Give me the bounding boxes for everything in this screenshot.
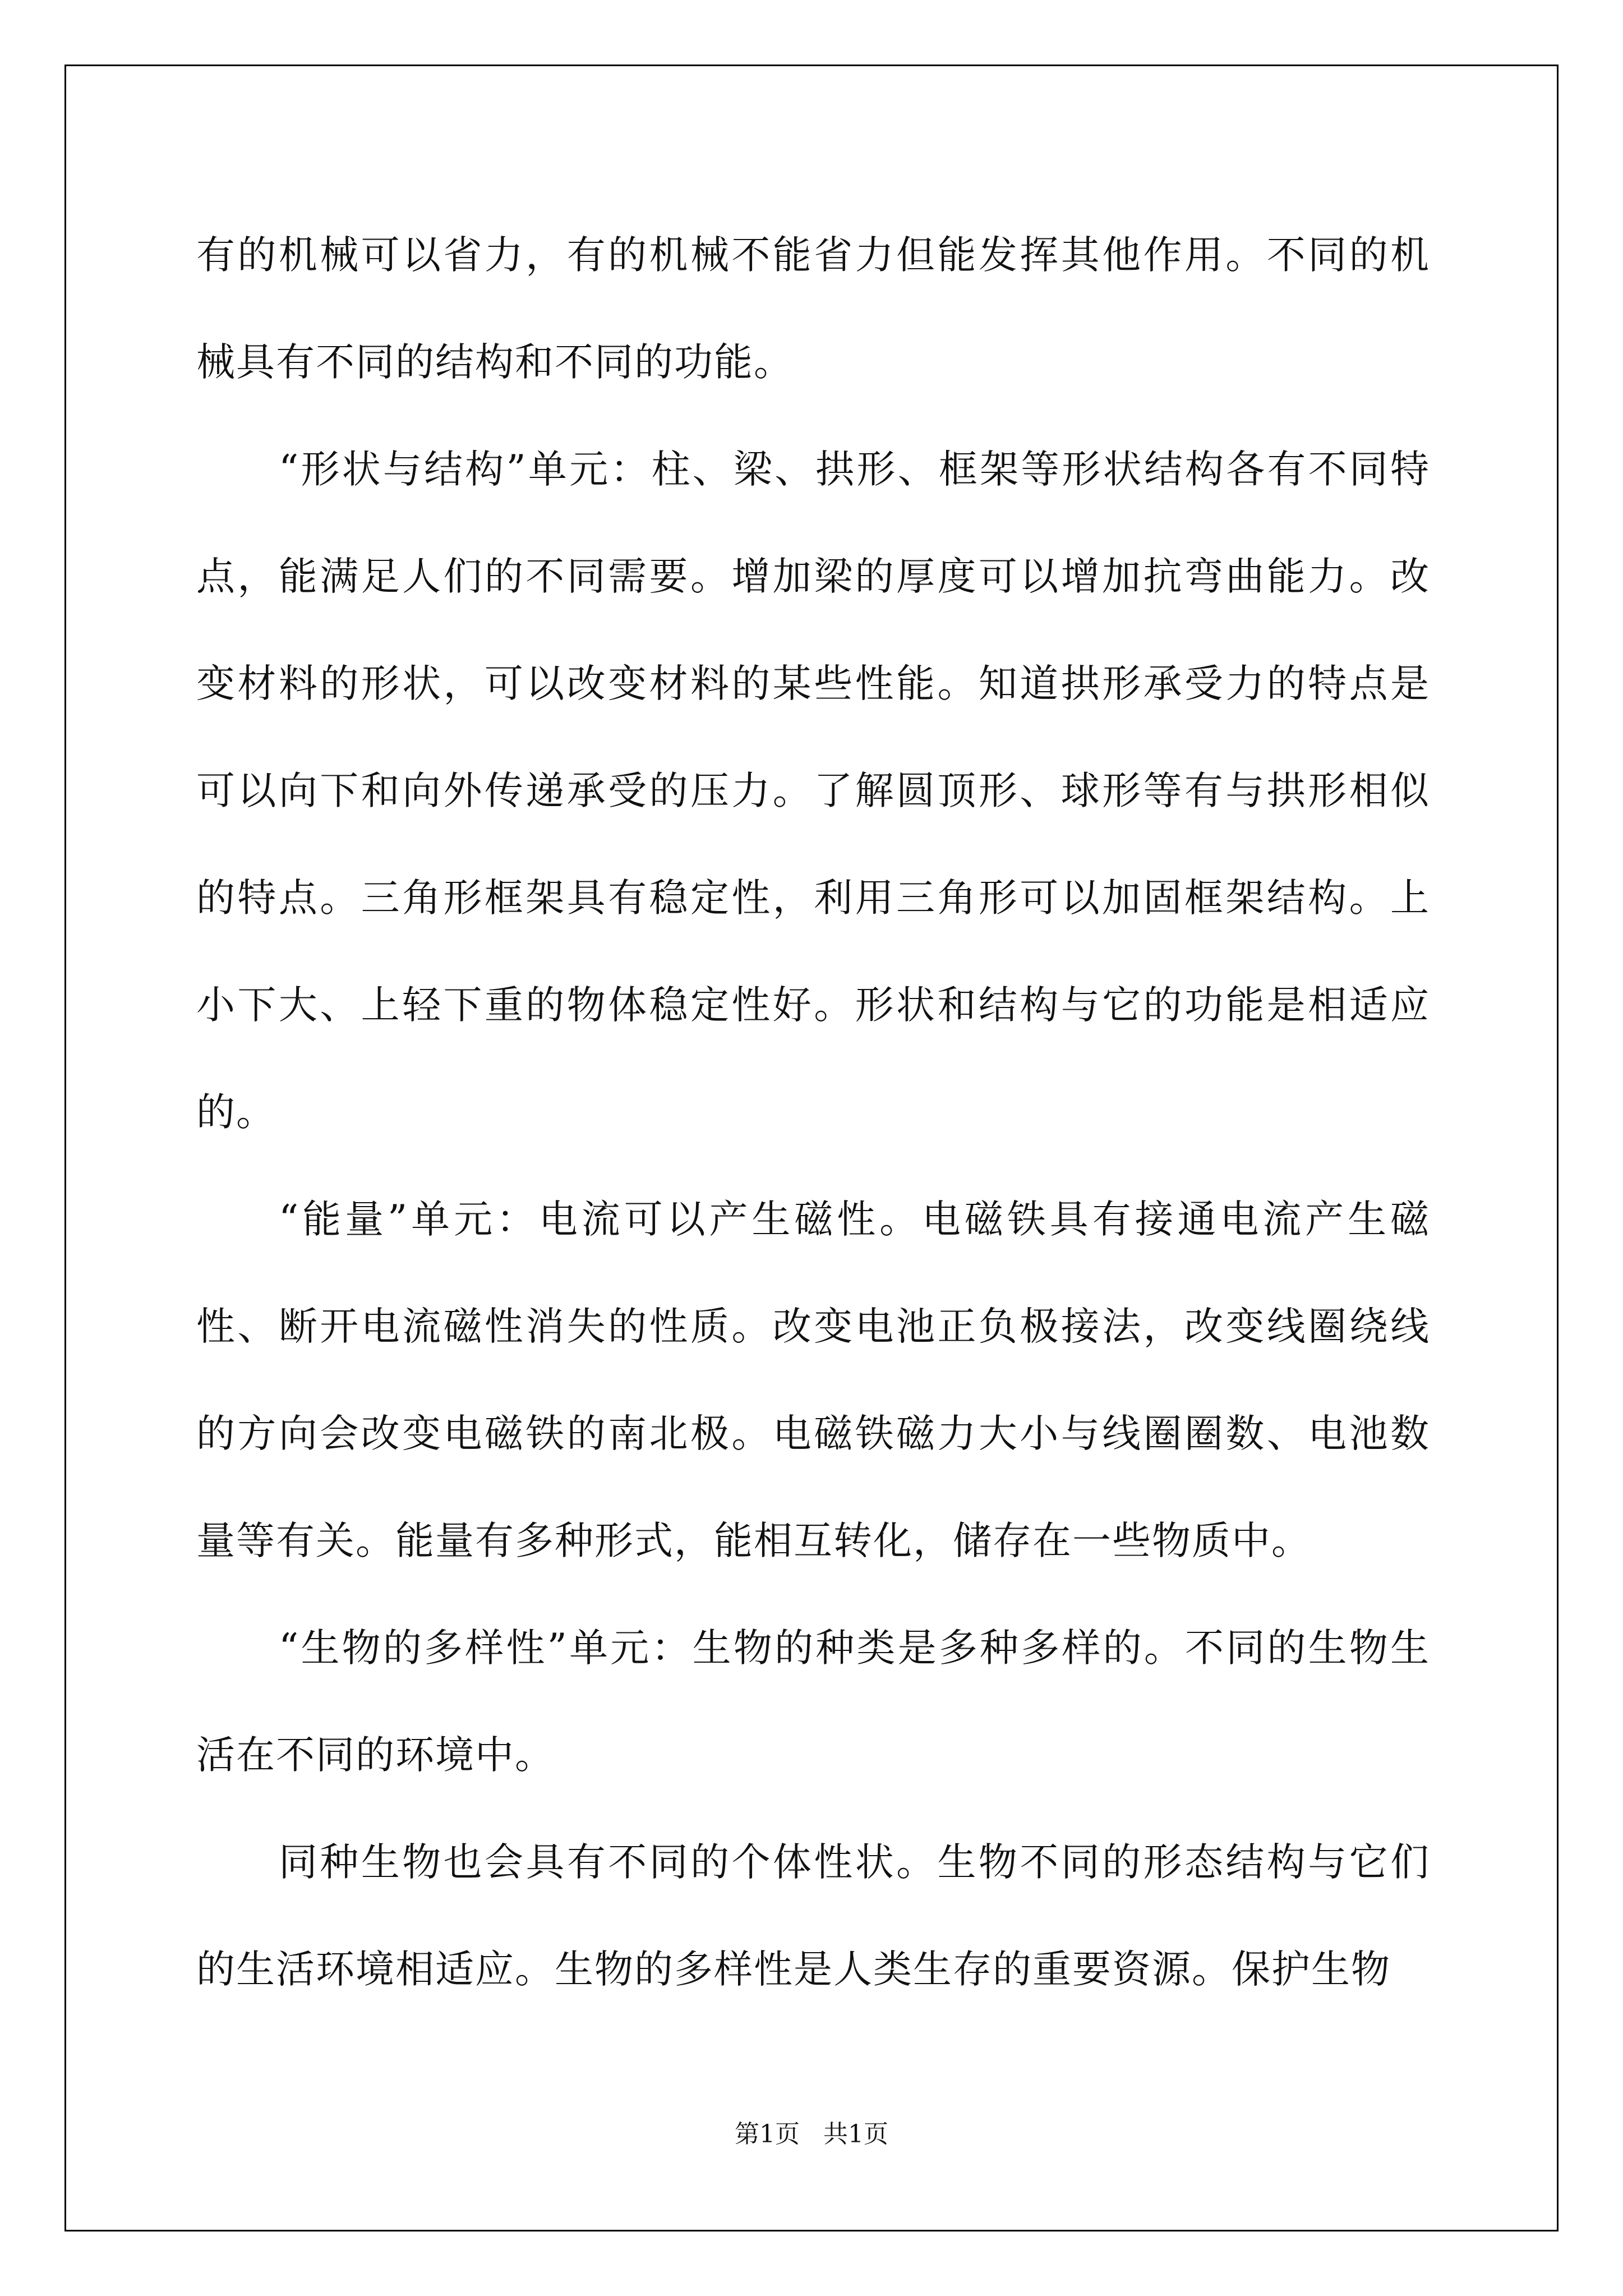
paragraph-species-traits: 同种生物也会具有不同的个体性状。生物不同的形态结构与它们的生活环境相适应。生物的多样性是人类生存的重要资源。保护生物 xyxy=(196,1840,1430,1992)
paragraph-energy: “能量”单元：电流可以产生磁性。电磁铁具有接通电流产生磁性、断开电流磁性消失的性质。改变电池正负极接法，改变线圈绕线的方向会改变电磁铁的南北极。电磁铁磁力大小与线圈圈数、电池数量等有关。能量有多种形式，能相互转化，储存在一些物质中。 xyxy=(196,1197,1430,1563)
paragraph-shape-structure: “形状与结构”单元：柱、梁、拱形、框架等形状结构各有不同特点，能满足人们的不同需要。增加梁的厚度可以增加抗弯曲能力。改变材料的形状，可以改变材料的某些性能。知道拱形承受力的特点是可以向下和向外传递承受的压力。了解圆顶形、球形等有与拱形相似的特点。三角形框架具有稳定性，利用三角形可以加固框架结构。上小下大、上轻下重的物体稳定性好。形状和结构与它的功能是相适应的。 xyxy=(196,447,1430,1135)
footer-spacer xyxy=(800,2120,823,2148)
page-footer xyxy=(0,2118,1623,2151)
page-total: 共1页 xyxy=(823,2120,888,2148)
page-number: 第1页 xyxy=(735,2120,800,2148)
document-body xyxy=(196,202,1430,2023)
paragraph-biodiversity: “生物的多样性”单元：生物的种类是多种多样的。不同的生物生活在不同的环境中。 xyxy=(196,1626,1430,1778)
paragraph-mechanics: 有的机械可以省力，有的机械不能省力但能发挥其他作用。不同的机械具有不同的结构和不同的功能。 xyxy=(196,233,1430,385)
